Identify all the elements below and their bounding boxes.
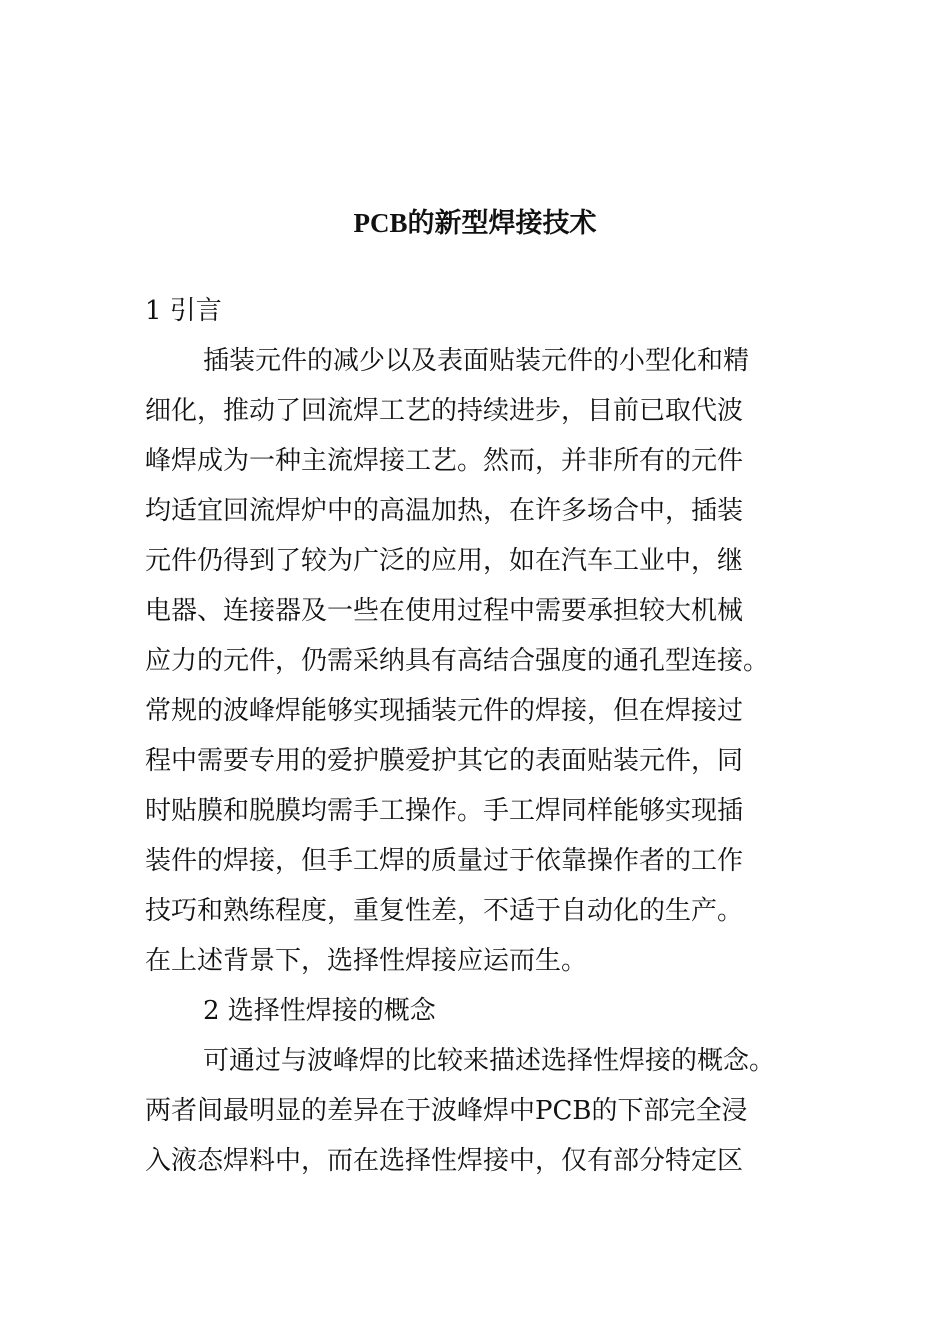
paragraph-line: 入液态焊料中，而在选择性焊接中，仅有部分特定区 [145,1146,744,1176]
paragraph-line: 均适宜回流焊炉中的高温加热，在许多场合中，插装 [145,496,744,526]
paragraph-line: 应力的元件，仍需采纳具有高结合强度的通孔型连接。 [145,646,770,676]
paragraph-line: 装件的焊接，但手工焊的质量过于依靠操作者的工作 [145,846,744,876]
section-heading-introduction: 1 引言 [145,296,222,326]
paragraph-line: 元件仍得到了较为广泛的应用，如在汽车工业中，继 [145,546,744,576]
paragraph-line: 时贴膜和脱膜均需手工操作。手工焊同样能够实现插 [145,796,744,826]
paragraph-line: 程中需要专用的爱护膜爱护其它的表面贴装元件，同 [145,746,744,776]
paragraph-line: 电器、连接器及一些在使用过程中需要承担较大机械 [145,596,744,626]
paragraph-line: 在上述背景下，选择性焊接应运而生。 [145,946,588,976]
paragraph-line: 峰焊成为一种主流焊接工艺。然而，并非所有的元件 [145,446,744,476]
paragraph-line: 插装元件的减少以及表面贴装元件的小型化和精 [203,346,750,376]
section-heading-concept: 2 选择性焊接的概念 [203,996,436,1026]
paragraph-line: 技巧和熟练程度，重复性差，不适于自动化的生产。 [145,896,744,926]
paragraph-line: 可通过与波峰焊的比较来描述选择性焊接的概念。 [203,1046,776,1076]
paragraph-line: 两者间最明显的差异在于波峰焊中PCB的下部完全浸 [145,1096,748,1126]
paragraph-line: 常规的波峰焊能够实现插装元件的焊接，但在焊接过 [145,696,744,726]
document-title: PCB的新型焊接技术 [353,208,597,238]
paragraph-line: 细化，推动了回流焊工艺的持续进步，目前已取代波 [145,396,744,426]
document-body [145,286,810,1186]
